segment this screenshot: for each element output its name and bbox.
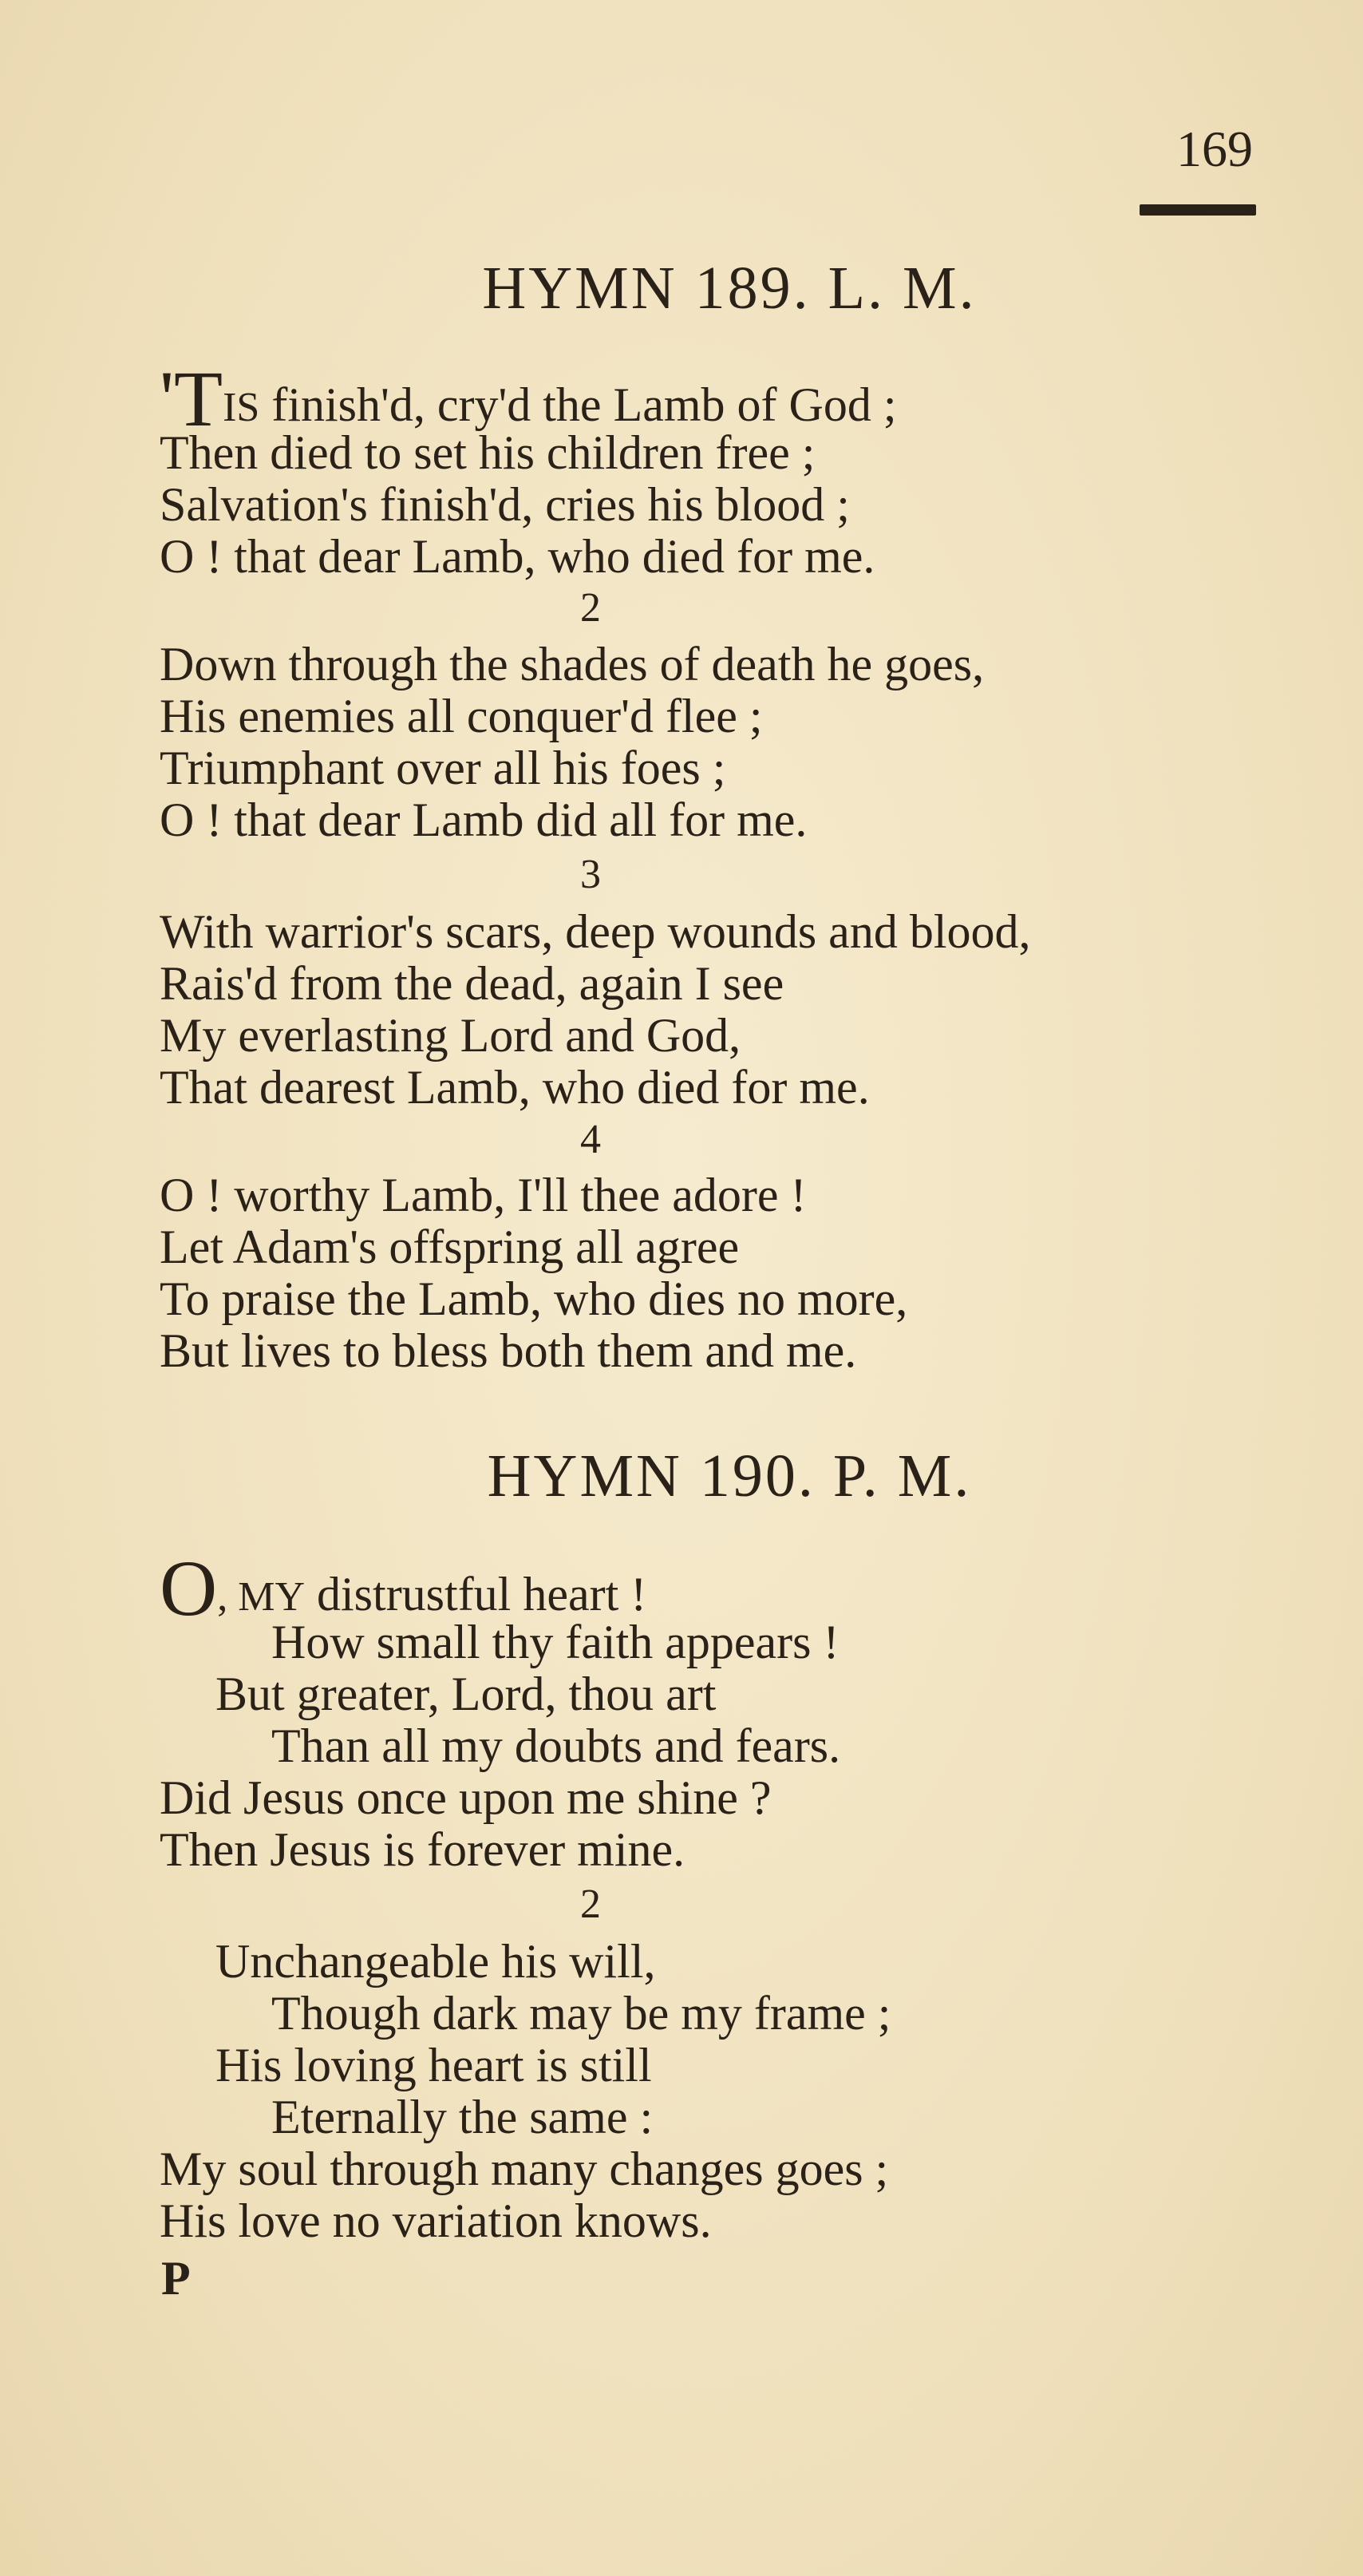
verse-line: O ! worthy Lamb, I'll thee adore !	[160, 1169, 807, 1221]
verse-line: Let Adam's offspring all agree	[160, 1221, 740, 1273]
verse-line: Than all my doubts and fears.	[271, 1719, 841, 1772]
verse-line: Unchangeable his will,	[215, 1935, 656, 1988]
verse-line: His enemies all conquer'd flee ;	[160, 690, 763, 742]
verse-line: But greater, Lord, thou art	[215, 1668, 717, 1720]
signature-mark: P	[161, 2252, 191, 2305]
stanza-number: 2	[580, 585, 601, 631]
drop-cap: O	[160, 1544, 218, 1632]
verse-line: O ! that dear Lamb, who died for me.	[160, 530, 875, 583]
verse-line: Did Jesus once upon me shine ?	[160, 1771, 772, 1824]
verse-line: 'TIS finish'd, cry'd the Lamb of God ;	[160, 354, 897, 443]
verse-line: Then Jesus is forever mine.	[160, 1823, 685, 1876]
header-rule	[1140, 204, 1256, 216]
verse-line: Rais'd from the dead, again I see	[160, 957, 784, 1010]
stanza-number: 2	[580, 1882, 601, 1927]
verse-line: My everlasting Lord and God,	[160, 1009, 741, 1062]
hymn-190-title: HYMN 190. P. M.	[487, 1442, 972, 1510]
verse-line: But lives to bless both them and me.	[160, 1324, 857, 1377]
verse-line: That dearest Lamb, who died for me.	[160, 1061, 870, 1114]
verse-line: Though dark may be my frame ;	[271, 1987, 891, 2040]
verse-line: Then died to set his children free ;	[160, 426, 816, 479]
verse-line: How small thy faith appears !	[271, 1616, 840, 1668]
verse-line: O ! that dear Lamb did all for me.	[160, 793, 808, 846]
stanza-number: 4	[580, 1117, 601, 1162]
verse-line: O, MY distrustful heart !	[160, 1544, 647, 1632]
stanza-number: 3	[580, 852, 601, 897]
page-number: 169	[1176, 121, 1253, 177]
small-caps: , MY	[217, 1574, 306, 1620]
verse-line: To praise the Lamb, who dies no more,	[160, 1272, 908, 1325]
verse-line: His loving heart is still	[215, 2039, 652, 2091]
hymn-189-title: HYMN 189. L. M.	[482, 255, 977, 322]
verse-line: My soul through many changes goes ;	[160, 2143, 889, 2195]
verse-line: His love no variation knows.	[160, 2194, 712, 2247]
verse-line: Triumphant over all his foes ;	[160, 742, 726, 794]
verse-line: Salvation's finish'd, cries his blood ;	[160, 478, 850, 531]
verse-line: Down through the shades of death he goes,	[160, 638, 985, 690]
small-caps: IS	[223, 385, 260, 430]
drop-cap: 'T	[160, 354, 223, 443]
verse-line: Eternally the same :	[271, 2091, 654, 2143]
verse-line: With warrior's scars, deep wounds and blood,	[160, 905, 1031, 958]
